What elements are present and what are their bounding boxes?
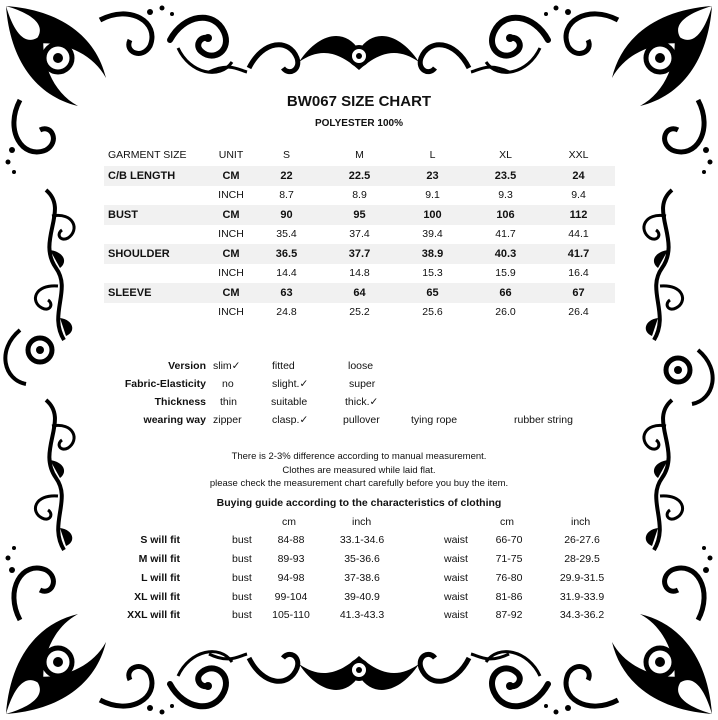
char-option: tying rope (411, 414, 458, 426)
unit-cell: CM (212, 205, 250, 225)
value-cell: 39.4 (422, 228, 443, 241)
guide-waist-cm: 81-86 (495, 591, 523, 603)
value-cell: 35.4 (276, 228, 297, 241)
measure-name: BUST (104, 205, 212, 225)
guide-bust-cm: 84-88 (277, 534, 305, 546)
guide-waist-cm: 76-80 (495, 572, 523, 584)
char-option: no (222, 378, 234, 390)
value-cell: 22.5 (323, 166, 396, 186)
unit-cell: INCH (218, 228, 244, 241)
guide-waist-inch: 31.9-33.9 (559, 591, 605, 603)
char-option: loose (348, 360, 374, 372)
measure-name: C/B LENGTH (104, 166, 212, 186)
note-line: There is 2-3% difference according to manual measurement. (231, 451, 487, 462)
guide-waist-cm: 71-75 (495, 553, 523, 565)
guide-waist-label: waist (444, 609, 468, 621)
guide-size-label: XXL will fit (127, 609, 180, 621)
size-table-header (104, 144, 615, 166)
value-cell: 37.4 (349, 228, 370, 241)
guide-size-label: L will fit (141, 572, 180, 584)
guide-bust-cm: 94-98 (277, 572, 305, 584)
note-line: please check the measurement chart carefully before you buy the item. (209, 478, 509, 489)
value-cell: 9.3 (498, 189, 513, 202)
table-row (104, 244, 615, 264)
check-icon: ✓ (299, 414, 309, 426)
value-cell: 24.8 (276, 306, 297, 319)
unit-cell: INCH (218, 189, 244, 202)
char-label-version: Version (168, 360, 206, 372)
guide-waist-label: waist (444, 553, 468, 565)
value-cell: 26.0 (495, 306, 516, 319)
guide-waist-inch: 29.9-31.5 (559, 572, 605, 584)
guide-bust-label: bust (232, 591, 252, 603)
guide-waist-inch: 34.3-36.2 (559, 609, 605, 621)
char-option: thick.✓ (345, 396, 379, 408)
char-label-thickness: Thickness (154, 396, 206, 408)
value-cell: 22 (250, 166, 323, 186)
guide-col-inch: inch (352, 516, 372, 528)
measure-name (104, 225, 212, 245)
value-cell: 24 (542, 166, 615, 186)
chart-title: BW067 SIZE CHART (286, 93, 432, 110)
guide-bust-inch: 39-40.9 (344, 591, 380, 603)
char-option: slight.✓ (272, 378, 309, 390)
value-cell: 23 (396, 166, 469, 186)
guide-bust-inch: 41.3-43.3 (339, 609, 385, 621)
char-label-elasticity: Fabric-Elasticity (124, 378, 206, 390)
value-cell: 16.4 (568, 267, 589, 280)
guide-bust-label: bust (232, 609, 252, 621)
guide-waist-inch: 26-27.6 (564, 534, 600, 546)
value-cell: 106 (469, 205, 542, 225)
value-cell: 90 (250, 205, 323, 225)
guide-col-inch: inch (571, 516, 591, 528)
guide-bust-label: bust (232, 572, 252, 584)
value-cell: 8.7 (279, 189, 294, 202)
char-option: thin (220, 396, 237, 408)
value-cell: 25.2 (349, 306, 370, 319)
char-option: clasp.✓ (272, 414, 309, 426)
char-option: pullover (343, 414, 380, 426)
value-cell: 41.7 (495, 228, 516, 241)
guide-bust-inch: 35-36.6 (344, 553, 380, 565)
guide-bust-label: bust (232, 553, 252, 565)
guide-bust-cm: 105-110 (272, 609, 310, 621)
value-cell: 9.4 (571, 189, 586, 202)
value-cell: 37.7 (323, 244, 396, 264)
guide-col-cm: cm (500, 516, 514, 528)
guide-size-label: M will fit (138, 553, 180, 565)
char-option: rubber string (514, 414, 573, 426)
unit-cell: INCH (218, 267, 244, 280)
guide-waist-inch: 28-29.5 (564, 553, 600, 565)
measure-name (104, 303, 212, 323)
table-row (104, 166, 615, 186)
note-line: Clothes are measured while laid flat. (282, 464, 436, 476)
value-cell: 63 (250, 283, 323, 303)
value-cell: 40.3 (469, 244, 542, 264)
char-option: slim✓ (213, 360, 241, 372)
value-cell: 66 (469, 283, 542, 303)
guide-waist-label: waist (444, 591, 468, 603)
header-garment-size: GARMENT SIZE (108, 149, 187, 161)
measure-name: SLEEVE (104, 283, 212, 303)
table-row (104, 303, 615, 323)
guide-size-label: XL will fit (134, 591, 180, 603)
char-option: zipper (213, 414, 242, 426)
table-row (104, 186, 615, 206)
table-row (104, 283, 615, 303)
char-option: fitted (272, 360, 295, 372)
value-cell: 14.4 (276, 267, 297, 280)
value-cell: 36.5 (250, 244, 323, 264)
guide-bust-inch: 33.1-34.6 (339, 534, 385, 546)
unit-cell: CM (212, 244, 250, 264)
value-cell: 95 (323, 205, 396, 225)
guide-waist-label: waist (444, 572, 468, 584)
measurement-notes (0, 450, 718, 491)
guide-bust-cm: 99-104 (274, 591, 308, 603)
header-unit: UNIT (218, 149, 244, 161)
value-cell: 14.8 (349, 267, 370, 280)
value-cell: 23.5 (469, 166, 542, 186)
value-cell: 15.9 (495, 267, 516, 280)
value-cell: 44.1 (568, 228, 589, 241)
unit-cell: CM (212, 283, 250, 303)
guide-waist-label: waist (444, 534, 468, 546)
guide-waist-cm: 87-92 (495, 609, 523, 621)
guide-bust-label: bust (232, 534, 252, 546)
value-cell: 26.4 (568, 306, 589, 319)
value-cell: 38.9 (396, 244, 469, 264)
value-cell: 8.9 (352, 189, 367, 202)
value-cell: 25.6 (422, 306, 443, 319)
value-cell: 67 (542, 283, 615, 303)
guide-waist-cm: 66-70 (495, 534, 523, 546)
guide-size-label: S will fit (140, 534, 180, 546)
guide-bust-cm: 89-93 (277, 553, 305, 565)
measure-name: SHOULDER (104, 244, 212, 264)
measure-name (104, 264, 212, 284)
value-cell: 15.3 (422, 267, 443, 280)
check-icon: ✓ (369, 396, 379, 408)
measure-name (104, 186, 212, 206)
header-size-xxl: XXL (568, 149, 589, 161)
table-row (104, 205, 615, 225)
value-cell: 65 (396, 283, 469, 303)
table-row (104, 225, 615, 245)
header-size-s: S (282, 149, 290, 161)
header-size-m: M (355, 149, 364, 161)
check-icon: ✓ (299, 378, 309, 390)
value-cell: 64 (323, 283, 396, 303)
buying-guide-title: Buying guide according to the characteristics of clothing (216, 497, 502, 509)
value-cell: 41.7 (542, 244, 615, 264)
value-cell: 112 (542, 205, 615, 225)
guide-bust-inch: 37-38.6 (344, 572, 380, 584)
header-size-l: L (429, 149, 436, 161)
unit-cell: INCH (218, 306, 244, 319)
header-size-xl: XL (499, 149, 512, 161)
value-cell: 9.1 (425, 189, 440, 202)
char-label-wearing-way: wearing way (143, 414, 206, 426)
guide-col-cm: cm (282, 516, 296, 528)
char-option: super (349, 378, 376, 390)
size-table (104, 144, 615, 322)
check-icon: ✓ (231, 360, 241, 372)
table-row (104, 264, 615, 284)
material-subtitle: POLYESTER 100% (314, 118, 403, 129)
char-option: suitable (271, 396, 308, 408)
unit-cell: CM (212, 166, 250, 186)
value-cell: 100 (396, 205, 469, 225)
